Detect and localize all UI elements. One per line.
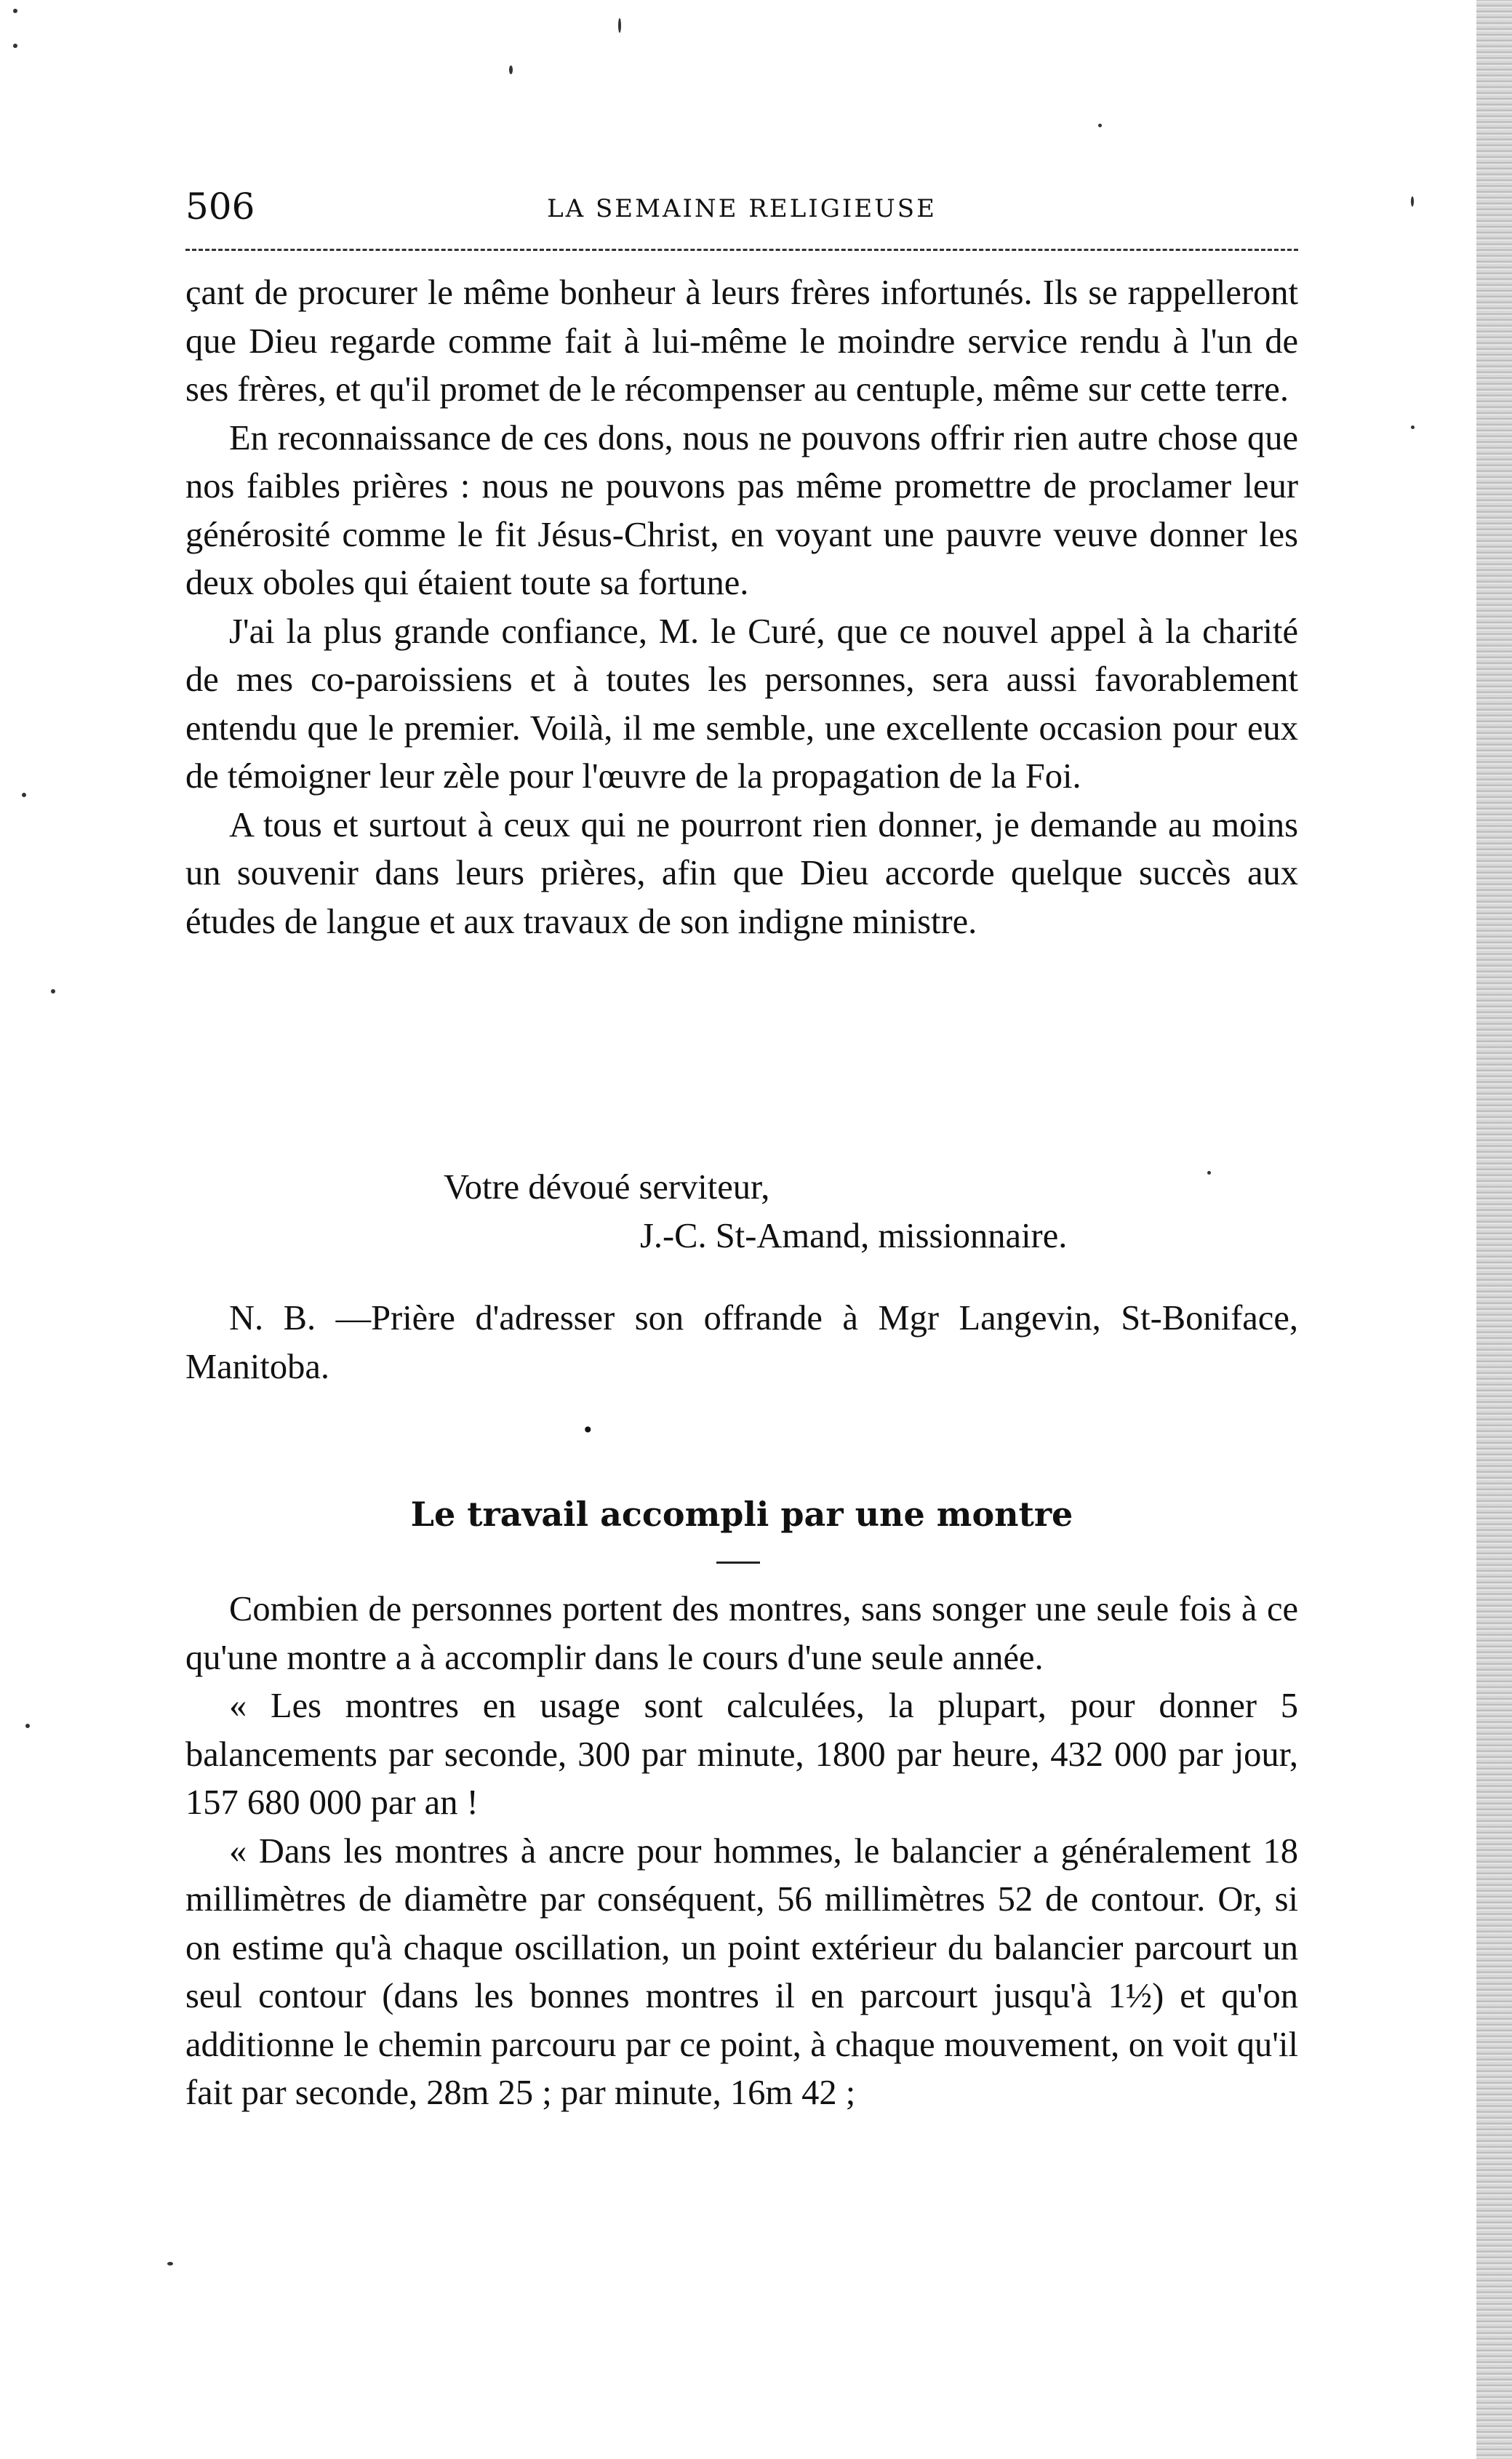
scan-speck <box>1098 124 1102 127</box>
nota-bene-text: N. B. —Prière d'adresser son offrande à Mgr Langevin, St-Boniface, Manitoba. <box>185 1299 1298 1386</box>
letter-signature: J.-C. St-Amand, missionnaire. <box>640 1217 1068 1255</box>
scan-speck <box>22 793 26 797</box>
scan-speck <box>25 1724 30 1728</box>
nota-bene <box>185 1295 1298 1391</box>
scan-speck <box>1207 1171 1211 1175</box>
page-header <box>185 185 1298 236</box>
article-paragraph-3: « Dans les montres à ancre pour hommes, le balancier a généralement 18 millimètres de diamètre par conséquent, 56 millimètres 52 de contour. Or, si on estime qu'à chaque oscillation, un point extérieur du balancier parcourt un seul contour (dans les bonnes montres il en parcourt jusqu'à 1½) et qu'on additionne le chemin parcouru par ce point, à chaque mouvement, on voit qu'il fait par seconde, 28m 25 ; par minute, 16m 42 ; <box>185 1831 1298 2112</box>
article-body <box>185 1586 1298 2118</box>
scan-speck <box>509 65 513 74</box>
article-paragraph-1: Combien de personnes portent des montres, sans songer une seule fois à ce qu'une montre a à accomplir dans le cours d'une seule année. <box>185 1590 1298 1677</box>
scan-speck <box>13 9 17 13</box>
letter-paragraph-3: J'ai la plus grande confiance, M. le Curé, que ce nouvel appel à la charité de mes co-paroissiens et à toutes les personnes, sera aussi favorablement entendu que le premier. Voilà, il me semble, une excellente occasion pour eux de témoigner leur zèle pour l'œuvre de la propagation de la Foi. <box>185 612 1298 796</box>
scan-speck <box>1411 425 1415 429</box>
article-paragraph-2: « Les montres en usage sont calculées, la plupart, pour donner 5 balancements par seconde, 300 par minute, 1800 par heure, 432 000 par jour, 157 680 000 par an ! <box>185 1687 1298 1822</box>
scan-speck <box>618 18 621 33</box>
title-rule <box>716 1562 760 1564</box>
scan-spine-edge <box>1476 0 1512 2459</box>
scan-speck <box>167 2262 173 2266</box>
article-title: Le travail accompli par une montre <box>410 1495 1073 1534</box>
letter-closing: Votre dévoué serviteur, <box>444 1168 770 1207</box>
scan-speck <box>1411 196 1414 207</box>
separator-mark: • <box>582 1418 594 1442</box>
letter-paragraph-4: A tous et surtout à ceux qui ne pourront rien donner, je demande au moins un souvenir dans leurs prières, afin que Dieu accorde quelque succès aux études de langue et aux travaux de son indigne ministre. <box>185 805 1298 941</box>
header-rule <box>185 249 1298 251</box>
letter-paragraph-2: En reconnaissance de ces dons, nous ne pouvons offrir rien autre chose que nos faibles prières : nous ne pouvons pas même promettre de proclamer leur générosité comme le fit Jésus-Christ, en voyant une pauvre veuve donner les deux oboles qui étaient toute sa fortune. <box>185 418 1298 602</box>
scan-speck <box>13 44 17 48</box>
running-title: LA SEMAINE RELIGIEUSE <box>547 194 937 223</box>
scan-speck <box>51 989 55 993</box>
letter-body <box>185 269 1298 946</box>
letter-paragraph-1: çant de procurer le même bonheur à leurs frères infortunés. Ils se rappelleront que Dieu regarde comme fait à lui-même le moindre service rendu à l'un de ses frères, et qu'il promet de le récompenser au centuple, même sur cette terre. <box>185 273 1298 409</box>
page-number: 506 <box>185 185 255 228</box>
